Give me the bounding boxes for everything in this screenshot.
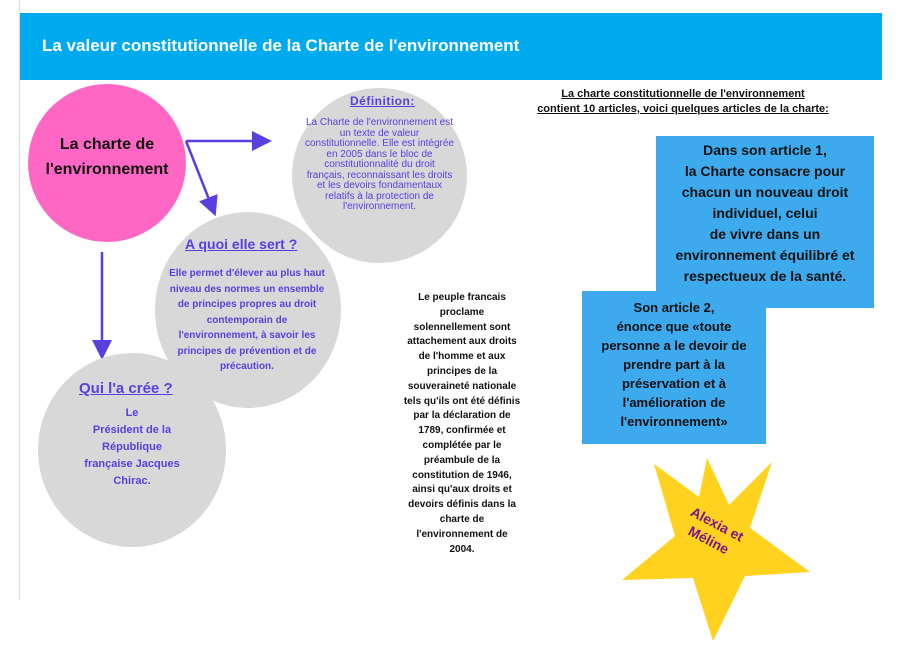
article-1-text: Dans son article 1, la Charte consacre pour chacun un nouveau droit individuel, celui de vivre dans un environnement équilibré et respectueux de la santé.: [675, 142, 855, 284]
usage-text: Elle permet d'élever au plus haut niveau des normes un ensemble de principes propres au droit contemporain de l'environnement, à savoir les principes de prévention et de précaution.: [169, 268, 325, 372]
usage-title: A quoi elle sert ?: [185, 236, 298, 252]
creator-text: Le Président de la République française Jacques Chirac.: [84, 407, 180, 487]
definition-title: Définition:: [350, 94, 415, 108]
page-title: La valeur constitutionnelle de la Charte de l'environnement: [42, 36, 520, 55]
authors-label: Alexia et Méline: [685, 503, 747, 558]
creator-title: Qui l'a crée ?: [79, 380, 173, 397]
article-2-text: Son article 2, énonce que «toute personne a le devoir de prendre part à la préservation et à l'amélioration de l'environnement»: [601, 300, 747, 429]
definition-text: La Charte de l'environnement est un texte de valeur constitutionnelle. Elle est intégrée en 2005 dans le bloc de constitutionnalité du droit français, reconnaissant les droits et les devoirs fondamentaux relatifs à la protection de l'environnement.: [305, 117, 454, 212]
articles-intro: La charte constitutionnelle de l'environnement contient 10 articles, voici quelques articles de la charte:: [537, 88, 829, 115]
charter-label: La charte de l'environnement: [45, 136, 169, 178]
preamble-text: Le peuple francais proclame solennellement sont attachement aux droits de l'homme et aux principes de la souveraineté nationale tels qu'ils ont été définis par la déclaration de 1789, confirmée et complétée par le préambule de la constitution de 1946, ainsi qu'aux droits et devoirs définis dans la charte de l'environnement de 2004.: [403, 292, 521, 555]
